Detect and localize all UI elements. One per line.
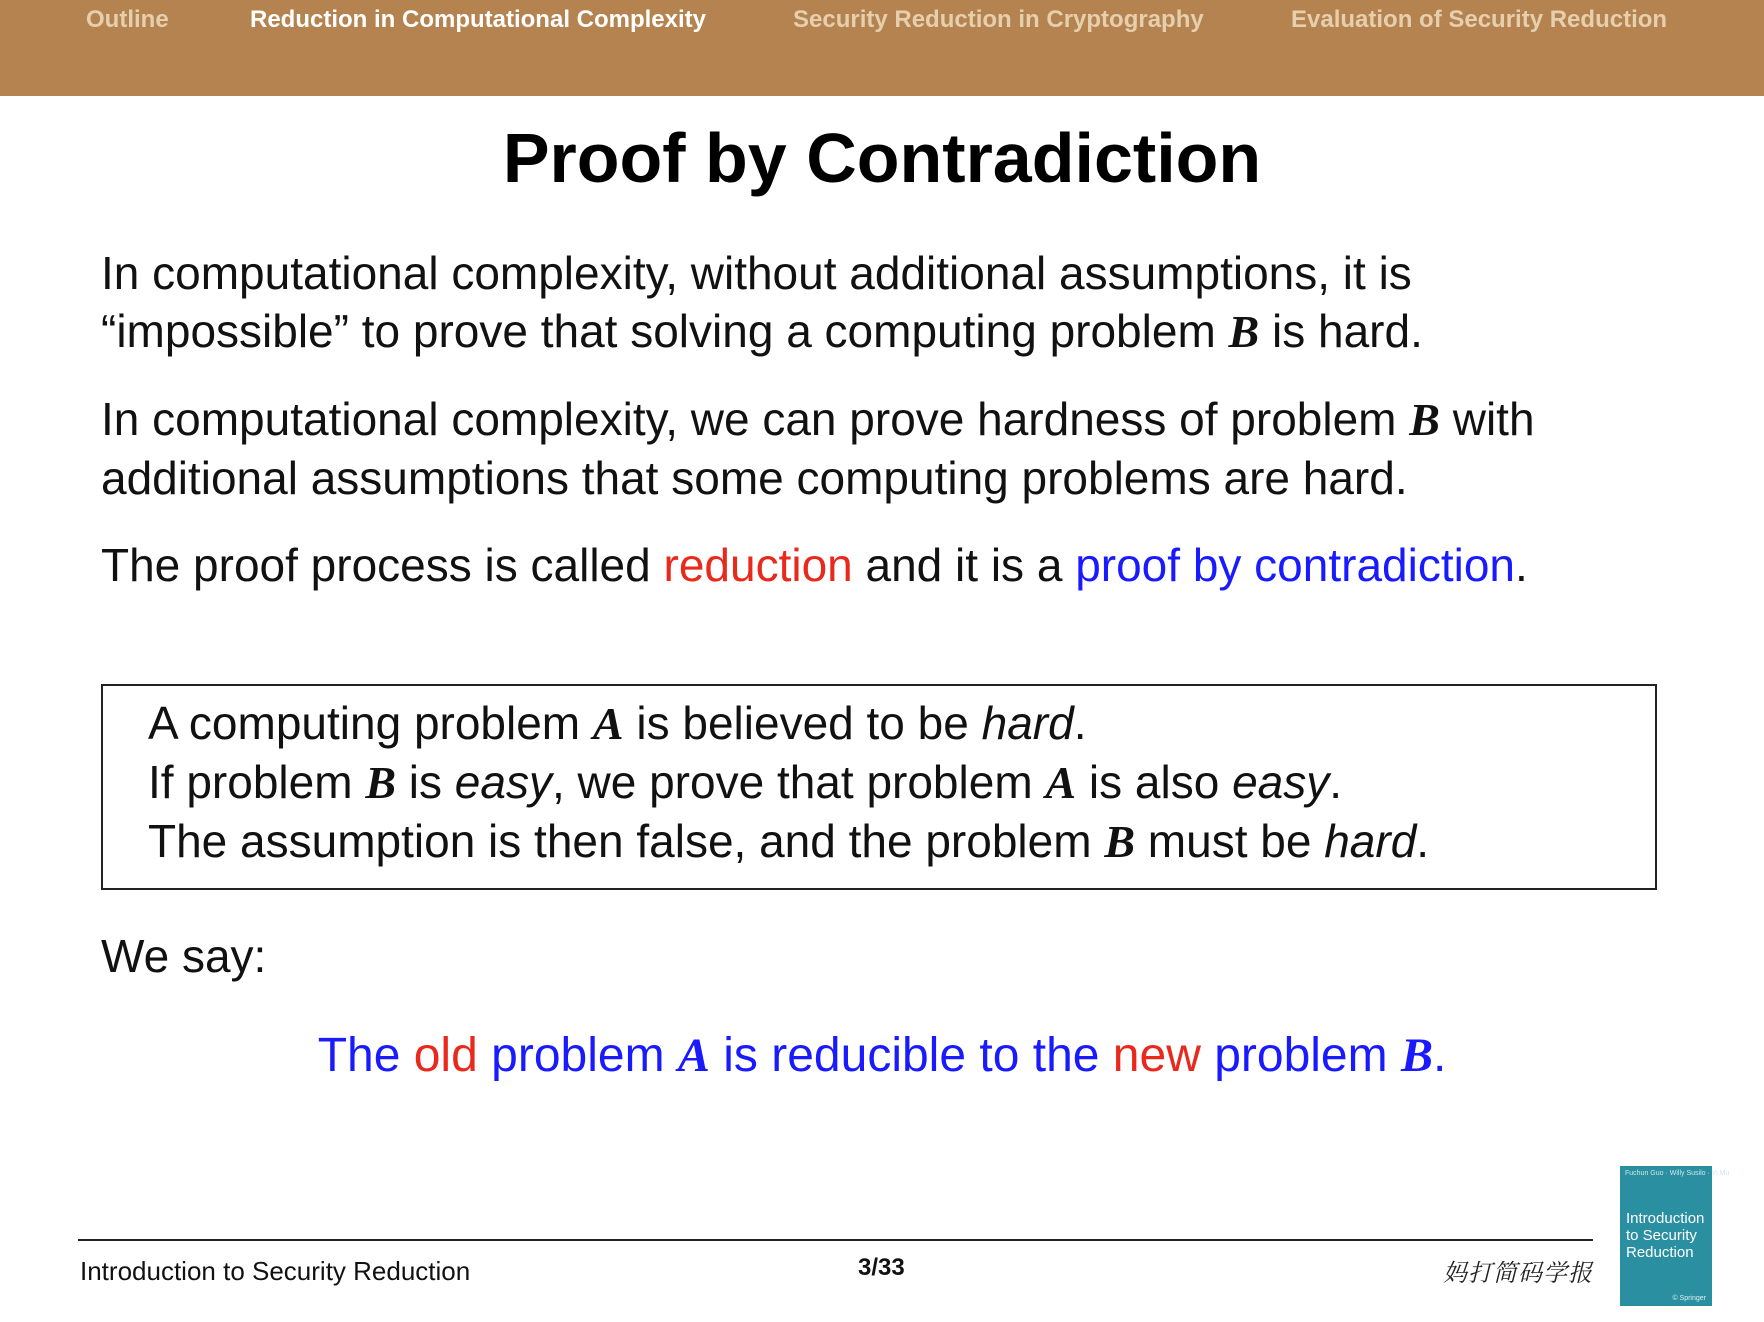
text-fragment: problem [477, 1029, 678, 1082]
footer-presentation-title: Introduction to Security Reduction [80, 1256, 471, 1286]
paragraph-prove-with-assumptions [101, 390, 1535, 507]
text-fragment: In computational complexity, we can prove hardness of problem [101, 393, 1410, 445]
paragraph-line: additional assumptions that some computing problems are hard. [101, 452, 1408, 504]
text-fragment: is hard. [1259, 305, 1423, 357]
text-fragment: is also [1076, 756, 1233, 808]
footer-page-number: 3/33 [858, 1254, 905, 1281]
emphasis-easy: easy [454, 756, 552, 808]
text-fragment: , we prove that problem [551, 756, 1046, 808]
paragraph-line: In computational complexity, without additional assumptions, it is [101, 247, 1412, 299]
text-fragment: The assumption is then false, and the problem [148, 815, 1105, 867]
highlight-old: old [413, 1029, 478, 1082]
text-fragment: problem [1200, 1029, 1401, 1082]
slide-title: Proof by Contradiction [502, 119, 1262, 197]
text-fragment: . [1329, 756, 1343, 808]
text-fragment: The [317, 1029, 414, 1082]
argument-line-conclusion [148, 814, 1429, 868]
emphasis-hard: hard [981, 697, 1074, 749]
emphasis-easy: easy [1232, 756, 1330, 808]
we-say-label: We say: [101, 930, 267, 982]
text-fragment: is [396, 756, 455, 808]
book-cover-image [1620, 1166, 1730, 1306]
footer-divider [78, 1239, 1593, 1241]
math-variable-a: A [592, 698, 624, 749]
text-fragment: . [1432, 1029, 1447, 1082]
book-authors: Fuchun Guo · Willy Susilo · Yi Mu [1625, 1170, 1730, 1177]
highlight-proof-by-contradiction: proof by contradiction [1075, 539, 1515, 591]
text-fragment: and it is a [852, 539, 1076, 591]
paragraph-line [101, 390, 1535, 449]
book-title-line: Introduction [1626, 1210, 1705, 1227]
text-fragment: A computing problem [148, 697, 593, 749]
nav-item-evaluation-of-security-reduction[interactable]: Evaluation of Security Reduction [1291, 6, 1668, 33]
text-fragment: If problem [148, 756, 366, 808]
highlight-new: new [1112, 1029, 1201, 1082]
math-variable-b: B [365, 757, 396, 808]
argument-line-assumption [148, 696, 1086, 750]
math-variable-a: A [677, 1029, 710, 1082]
reducibility-statement [0, 1028, 1764, 1083]
text-fragment: is reducible to the [709, 1029, 1113, 1082]
math-variable-b: B [1400, 1029, 1433, 1082]
paragraph-impossible-without-assumptions [101, 244, 1423, 361]
argument-box [101, 684, 1657, 890]
nav-item-outline[interactable]: Outline [86, 6, 169, 33]
text-fragment: must be [1135, 815, 1325, 867]
math-variable-b: B [1104, 816, 1136, 867]
section-navigation-bar [0, 0, 1764, 96]
book-title-line: to Security [1626, 1227, 1697, 1244]
book-title [1626, 1210, 1704, 1261]
nav-item-security-reduction-in-cryptography[interactable]: Security Reduction in Cryptography [793, 6, 1204, 33]
text-fragment: with [1439, 393, 1535, 445]
math-variable-b: B [1228, 306, 1260, 357]
text-fragment: “impossible” to prove that solving a computing problem [101, 305, 1229, 357]
text-fragment: The proof process is called [101, 539, 664, 591]
paragraph-line [101, 302, 1423, 361]
text-fragment: . [1416, 815, 1430, 867]
text-fragment: is believed to be [623, 697, 982, 749]
text-fragment: . [1073, 697, 1087, 749]
paragraph-reduction-definition [101, 536, 1528, 594]
emphasis-hard: hard [1324, 815, 1417, 867]
text-fragment: . [1515, 539, 1528, 591]
book-publisher: © Springer [1672, 1295, 1706, 1302]
footer-calligraphy-logo: 妈打简码学报 [1443, 1260, 1593, 1287]
highlight-reduction: reduction [663, 539, 853, 591]
math-variable-a: A [1045, 757, 1077, 808]
argument-line-implication [148, 755, 1342, 809]
math-variable-b: B [1409, 394, 1440, 445]
nav-item-reduction-in-computational-complexity[interactable]: Reduction in Computational Complexity [250, 6, 707, 33]
book-title-line: Reduction [1626, 1244, 1694, 1261]
